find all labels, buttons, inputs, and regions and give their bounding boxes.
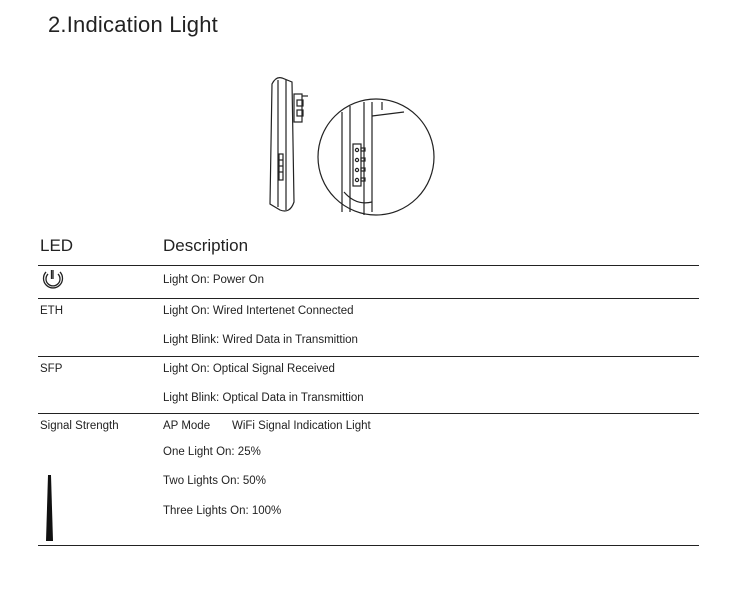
signal-strength-label: Signal Strength xyxy=(40,420,119,432)
eth-description-blink: Light Blink: Wired Data in Transmittion xyxy=(163,334,358,346)
signal-three-lights: Three Lights On: 100% xyxy=(163,505,282,517)
table-divider xyxy=(38,356,699,357)
sfp-description-blink: Light Blink: Optical Data in Transmittion xyxy=(163,392,364,404)
signal-strength-icon xyxy=(45,475,55,543)
led-column-header: LED xyxy=(40,236,74,255)
table-divider xyxy=(38,298,699,299)
page-title: 2.Indication Light xyxy=(48,12,218,37)
ap-mode-label: AP Mode xyxy=(163,420,211,432)
table-divider xyxy=(38,265,699,266)
power-description: Light On: Power On xyxy=(163,274,264,286)
table-divider xyxy=(38,413,699,414)
signal-one-light: One Light On: 25% xyxy=(163,446,261,458)
device-body xyxy=(270,78,294,211)
sfp-description-on: Light On: Optical Signal Received xyxy=(163,363,335,375)
ap-mode-description: WiFi Signal Indication Light xyxy=(232,420,371,432)
device-illustration xyxy=(264,72,474,222)
eth-label: ETH xyxy=(40,305,63,317)
signal-two-lights: Two Lights On: 50% xyxy=(163,475,266,487)
table-divider xyxy=(38,545,699,546)
description-column-header: Description xyxy=(163,236,249,255)
power-icon xyxy=(40,269,66,291)
eth-description-on: Light On: Wired Intertenet Connected xyxy=(163,305,354,317)
sfp-label: SFP xyxy=(40,363,63,375)
zoom-circle xyxy=(318,99,434,215)
